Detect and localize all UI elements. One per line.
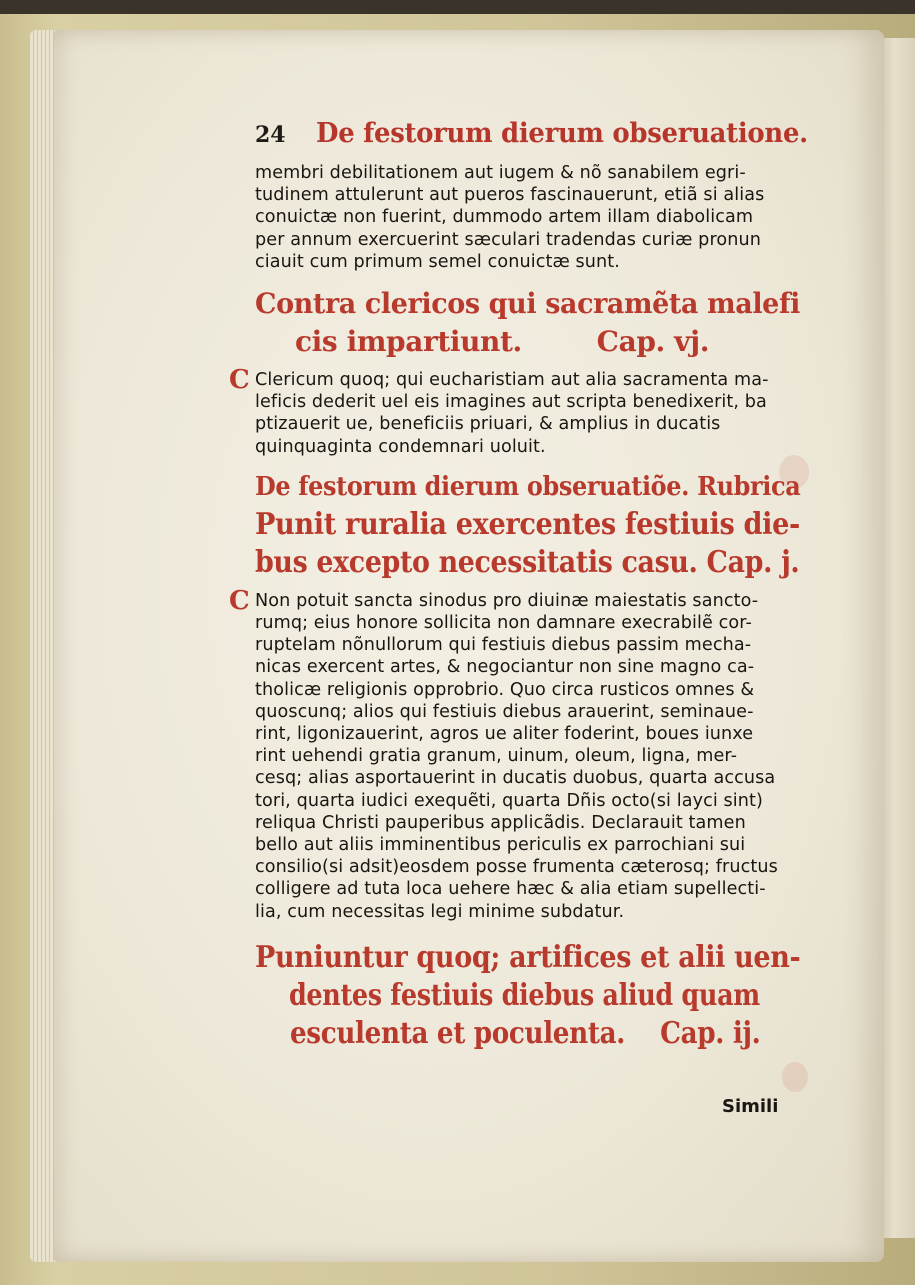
facing-page-edge [880,38,915,1238]
heading-line: bus excepto necessitatis casu. Cap. j. [255,544,800,580]
text-line: colligere ad tuta loca uehere hæc & alia etiam supellecti- [255,879,766,900]
text-line: conuictæ non fuerint, dummodo artem illam diabolicam [255,207,754,228]
text-line: nicas exercent artes, & negociantur non sine magno ca- [255,657,755,678]
heading-line: Contra clericos qui sacramẽta malefi [255,287,801,321]
heading-line: esculenta et poculenta. Cap. ij. [289,1015,761,1051]
running-title: De festorum dierum obseruatione. [315,118,808,149]
text-line: Clericum quoq; qui eucharistiam aut alia sacramenta ma- [255,370,769,391]
folio-number: 24 [255,122,286,148]
text-line: bello aut aliis imminentibus periculis ex parrochiani sui [255,835,746,856]
text-line: ruptelam nõnullorum qui festiuis diebus passim mecha- [255,635,752,656]
text-line: per annum exercuerint sæculari tradendas curiæ pronun [255,229,762,250]
text-line: rint uehendi gratia granum, uinum, oleum, ligna, mer- [255,746,738,767]
paragraph-continuation [255,162,795,273]
page-header [255,118,808,162]
heading-line: De festorum dierum obseruatiõe. Rubrica [255,471,801,502]
page-content [229,118,808,1053]
cover-top-edge [0,0,915,14]
text-line: rint, ligonizauerint, agros ue aliter foderint, boues iunxe [255,724,754,745]
text-line: membri debilitationem aut iugem & nõ sanabilem egri- [255,163,746,183]
section-heading [255,468,801,582]
text-line: cesq; alias asportauerint in ducatis duobus, quarta accusa [255,768,776,789]
heading-line: Punit ruralia exercentes festiuis die- [255,506,800,542]
heading-line: dentes festiuis diebus aliud quam [288,977,760,1013]
text-line: rumq; eius honore sollicita non damnare execrabilẽ cor- [255,613,752,634]
text-line: tholicæ religionis opprobrio. Quo circa rusticos omnes & [255,679,755,700]
paragraph-mark: C [229,585,250,616]
paragraph [229,585,795,923]
text-line: tudinem attulerunt aut pueros fascinauerunt, etiã si alias [255,185,765,206]
text-line: tori, quarta iudici exequẽti, quarta Dñis octo(si layci sint) [255,790,764,811]
bleed-mark [782,1062,808,1092]
text-line: leficis dederit uel eis imagines aut scripta benedixerit, ba [255,392,767,413]
text-line: quoscunq; alios qui festiuis diebus arauerint, seminaue- [255,701,754,722]
text-line: consilio(si adsit)eosdem posse frumenta cæterosq; fructus [255,857,778,878]
paragraph-mark: C [229,365,250,396]
heading-line: cis impartiunt. Cap. vj. [295,325,710,359]
catchword: Simili [722,1096,779,1117]
text-line: ptizauerit ue, beneficiis priuari, & amplius in ducatis [255,414,721,435]
text-line: lia, cum necessitas legi minime subdatur. [255,901,625,922]
text-line: ciauit cum primum semel conuictæ sunt. [255,251,620,272]
heading-line: Puniuntur quoq; artifices et alii uen- [255,939,801,975]
paragraph [229,365,795,458]
text-line: quinquaginta condemnari uoluit. [255,436,546,457]
text-line: reliqua Christi pauperibus applicãdis. Declarauit tamen [255,812,746,833]
text-line: Non potuit sancta sinodus pro diuinæ maiestatis sancto- [255,590,759,611]
chapter-heading [255,285,801,361]
chapter-heading [255,939,801,1053]
